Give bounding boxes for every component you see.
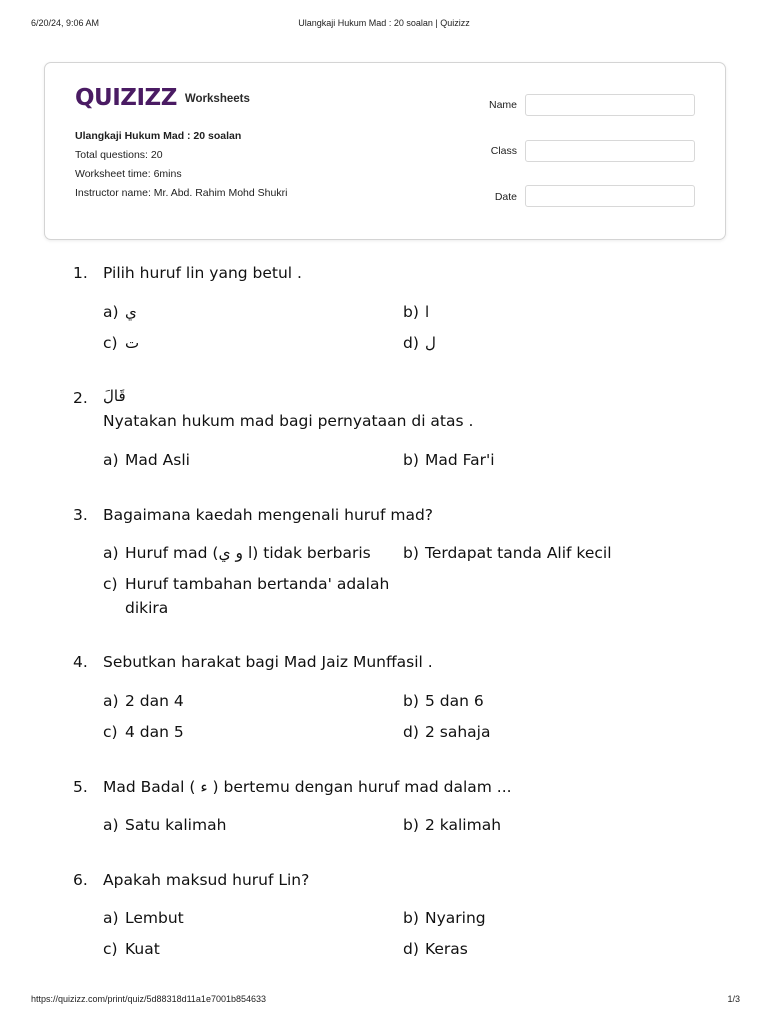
option-letter: c) xyxy=(103,575,118,593)
question-text: Apakah maksud huruf Lin? xyxy=(103,871,310,889)
option-letter: b) xyxy=(403,303,419,321)
option-letter: d) xyxy=(403,723,419,741)
option-a[interactable] xyxy=(103,303,137,321)
question-text: Nyatakan hukum mad bagi pernyataan di atas . xyxy=(103,412,474,430)
question-number: 2. xyxy=(73,389,88,407)
print-page-number: 1/3 xyxy=(727,994,740,1004)
option-a[interactable] xyxy=(103,816,226,834)
option-text: Satu kalimah xyxy=(125,816,227,834)
option-letter: b) xyxy=(403,544,419,562)
option-text: ل xyxy=(425,334,436,352)
question-text: Sebutkan harakat bagi Mad Jaiz Munffasil . xyxy=(103,653,433,671)
option-letter: a) xyxy=(103,451,119,469)
option-letter: a) xyxy=(103,692,119,710)
worksheet-title: Ulangkaji Hukum Mad : 20 soalan xyxy=(75,130,242,142)
option-b[interactable] xyxy=(403,303,429,321)
instructor-name: Instructor name: Mr. Abd. Rahim Mohd Shukri xyxy=(75,187,288,199)
question-number: 3. xyxy=(73,506,88,524)
option-letter: d) xyxy=(403,334,419,352)
print-title: Ulangkaji Hukum Mad : 20 soalan | Quizizz xyxy=(298,18,470,28)
option-b[interactable] xyxy=(403,816,501,834)
option-c[interactable] xyxy=(103,572,388,620)
option-text: Kuat xyxy=(125,940,160,958)
option-letter: c) xyxy=(103,940,118,958)
option-text: Mad Asli xyxy=(125,451,190,469)
question-number: 6. xyxy=(73,871,88,889)
option-text: ت xyxy=(125,334,140,352)
option-text: ي xyxy=(125,303,137,321)
option-d[interactable] xyxy=(403,940,468,958)
option-text: Lembut xyxy=(125,909,184,927)
option-a[interactable] xyxy=(103,451,190,469)
option-letter: b) xyxy=(403,909,419,927)
option-letter: b) xyxy=(403,816,419,834)
option-d[interactable] xyxy=(403,334,436,352)
option-text: 2 kalimah xyxy=(425,816,502,834)
option-letter: c) xyxy=(103,723,118,741)
option-letter: a) xyxy=(103,544,119,562)
option-text: 2 sahaja xyxy=(425,723,491,741)
option-text: 4 dan 5 xyxy=(125,723,184,741)
option-a[interactable] xyxy=(103,692,184,710)
option-text: Mad Far'i xyxy=(425,451,495,469)
option-letter: d) xyxy=(403,940,419,958)
question-text: Pilih huruf lin yang betul . xyxy=(103,264,302,282)
question-text: Bagaimana kaedah mengenali huruf mad? xyxy=(103,506,434,524)
option-b[interactable] xyxy=(403,909,486,927)
option-a[interactable] xyxy=(103,544,371,562)
option-c[interactable] xyxy=(103,940,160,958)
question-arabic-text: قَالَ xyxy=(103,387,126,405)
worksheet-time: Worksheet time: 6mins xyxy=(75,168,182,180)
option-text: Keras xyxy=(425,940,468,958)
option-text: Terdapat tanda Alif kecil xyxy=(425,544,612,562)
question-number: 4. xyxy=(73,653,88,671)
option-text: ا xyxy=(425,303,430,321)
print-datetime: 6/20/24, 9:06 AM xyxy=(31,18,100,28)
class-label: Class xyxy=(490,145,517,157)
option-text: 5 dan 6 xyxy=(425,692,484,710)
question-text: Mad Badal ( ء ) bertemu dengan huruf mad dalam ... xyxy=(103,778,512,796)
option-b[interactable] xyxy=(403,451,495,469)
total-questions: Total questions: 20 xyxy=(75,149,163,161)
option-letter: b) xyxy=(403,692,419,710)
question-number: 1. xyxy=(73,264,88,282)
option-d[interactable] xyxy=(403,723,491,741)
option-b[interactable] xyxy=(403,544,612,562)
option-c[interactable] xyxy=(103,723,184,741)
option-c[interactable] xyxy=(103,334,139,352)
question-number: 5. xyxy=(73,778,88,796)
option-letter: a) xyxy=(103,816,119,834)
logo-wordmark: QUIZIZZ xyxy=(75,85,177,111)
print-url: https://quizizz.com/print/quiz/5d88318d11a1e7001b854633 xyxy=(31,994,267,1004)
option-b[interactable] xyxy=(403,692,484,710)
option-text: Nyaring xyxy=(425,909,486,927)
option-letter: a) xyxy=(103,303,119,321)
option-text: Huruf mad (ا و ي) tidak berbaris xyxy=(125,544,371,562)
option-letter: c) xyxy=(103,334,118,352)
option-a[interactable] xyxy=(103,909,184,927)
logo-subtitle: Worksheets xyxy=(184,93,250,105)
option-text: 2 dan 4 xyxy=(125,692,184,710)
option-letter: a) xyxy=(103,909,119,927)
option-letter: b) xyxy=(403,451,419,469)
name-label: Name xyxy=(488,99,517,111)
print-footer xyxy=(0,994,768,1008)
option-text: Huruf tambahan bertanda' adalah dikira xyxy=(125,575,390,617)
date-label: Date xyxy=(494,191,517,203)
